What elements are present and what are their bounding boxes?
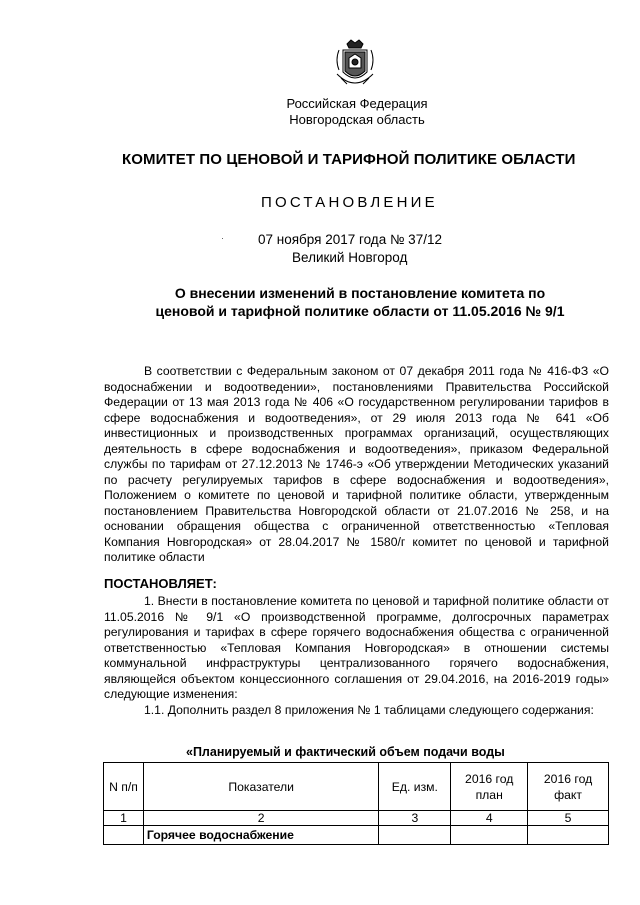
- table-header-row: [104, 763, 609, 811]
- table-cell: 4: [451, 811, 528, 826]
- document-type: ПОСТАНОВЛЕНИЕ: [261, 194, 438, 211]
- column-header: Показатели: [143, 763, 379, 811]
- table-cell: [104, 826, 144, 845]
- water-supply-table: [103, 762, 609, 845]
- table-cell: [528, 826, 609, 845]
- table-cell: 2: [143, 811, 379, 826]
- column-header: 2016 год план: [451, 763, 528, 811]
- country-line: Российская Федерация: [286, 96, 428, 111]
- speck: [222, 238, 223, 239]
- coat-of-arms-emblem: [333, 38, 377, 92]
- table-cell: [451, 826, 528, 845]
- column-header: Ед. изм.: [379, 763, 451, 811]
- table-index-row: [104, 811, 609, 826]
- city-line: Великий Новгород: [292, 250, 408, 265]
- resolve-heading: ПОСТАНОВЛЯЕТ:: [104, 576, 217, 591]
- document-title: О внесении изменений в постановление комитета по ценовой и тарифной политике области от 11.05.2016 № 9/1: [155, 285, 565, 319]
- preamble-paragraph: В соответствии с Федеральным законом от 07 декабря 2011 года № 416-ФЗ «О водоснабжении и водоотведении», постановлениями Правительства Российской Федерации от 13 мая 2013 года № 406 «О государственном регулировании тарифов в сфере водоснабжения и водоотведения», от 29 июля 2013 года № 641 «Об инвестиционных и производственных программах организаций, осуществляющих деятельность в сфере водоснабжения и водоотведения», приказом Федеральной службы по тарифам от 27.12.2013 № 1746-э «Об утверждении Методических указаний по расчету регулируемых тарифов в сфере водоснабжения и водоотведения», Положением о комитете по ценовой и тарифной политике области, утвержденным постановлением Правительства Новгородской области от 21.07.2016 № 258, и на основании обращения общества с ограниченной ответственностью «Тепловая Компания Новгородская» от 28.04.2017 № 1580/г комитет по ценовой и тарифной политике области: [104, 364, 609, 564]
- table-title: «Планируемый и фактический объем подачи воды: [186, 745, 505, 759]
- column-header: 2016 год факт: [528, 763, 609, 811]
- column-header: N п/п: [104, 763, 144, 811]
- item-1-1-paragraph: 1.1. Дополнить раздел 8 приложения № 1 таблицами следующего содержания:: [144, 703, 594, 717]
- table-cell: 1: [104, 811, 144, 826]
- table-cell: [379, 826, 451, 845]
- region-line: Новгородская область: [289, 112, 425, 127]
- table-cell: 3: [379, 811, 451, 826]
- section-label: Горячее водоснабжение: [143, 826, 379, 845]
- committee-name: КОМИТЕТ ПО ЦЕНОВОЙ И ТАРИФНОЙ ПОЛИТИКЕ ОБЛАСТИ: [122, 151, 576, 168]
- item-1-paragraph: 1. Внести в постановление комитета по ценовой и тарифной политике области от 11.05.2016 № 9/1 «О производственной программе, долгосрочных параметрах регулирования и тарифах в сфере горячего водоснабжения общества с ограниченной ответственностью «Тепловая Компания Новгородская» в отношении системы коммунальной инфраструктуры централизованного горячего водоснабжения, являющейся объектом концессионного соглашения от 29.04.2016, на 2016-2019 годы» следующие изменения:: [104, 594, 609, 701]
- table-cell: 5: [528, 811, 609, 826]
- date-number: 07 ноября 2017 года № 37/12: [258, 232, 442, 247]
- table-section-row: [104, 826, 609, 845]
